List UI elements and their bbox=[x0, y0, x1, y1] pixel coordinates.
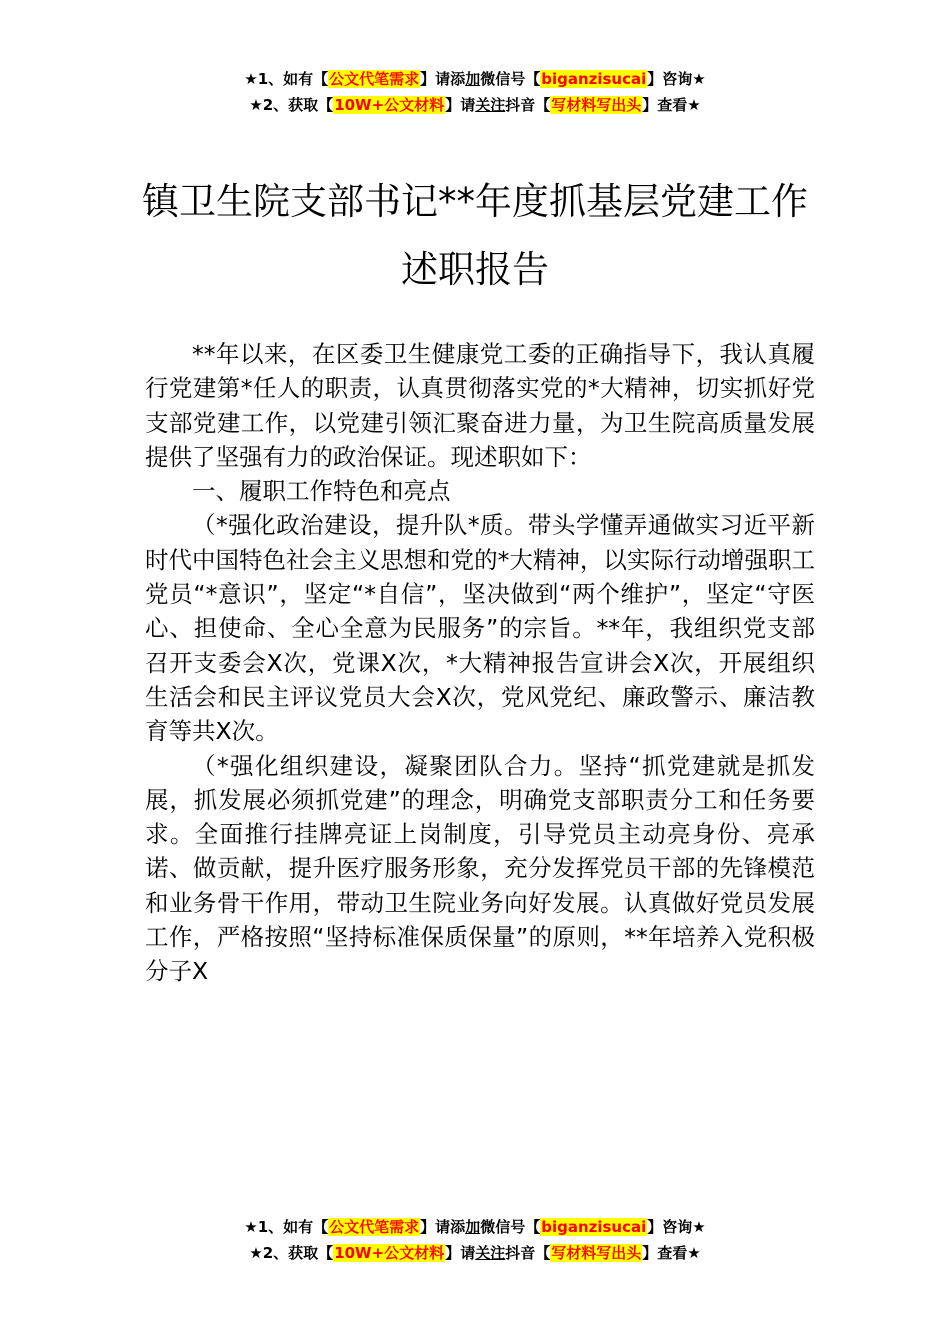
section-heading: 一、履职工作特色和亮点 bbox=[192, 477, 451, 506]
banner-highlight: 公文代笔需求 bbox=[329, 1218, 420, 1236]
banner-underline: 加 bbox=[465, 70, 481, 88]
paragraph: **年以来，在区委卫生健康党工委的正确指导下，我认真履行党建第*任人的职责，认真贯彻落实党的*大精神，切实抓好党支部党建工作，以党建引领汇聚奋进力量，为卫生院高质量发展提供了坚强有力的政治保证。现述职如下： bbox=[145, 340, 815, 471]
banner-line-1 bbox=[0, 1214, 950, 1240]
banner-text: 】请 bbox=[445, 1244, 476, 1262]
banner-text: 微信号【 bbox=[480, 1218, 541, 1236]
banner-highlight: 10W+公文材料 bbox=[334, 96, 445, 114]
banner-text: ★1、如有【 bbox=[244, 70, 329, 88]
banner-text: ★1、如有【 bbox=[244, 1218, 329, 1236]
header-banner bbox=[0, 66, 950, 118]
paragraph: （*强化政治建设，提升队*质。带头学懂弄通做实习近平新时代中国特色社会主义思想和党的*大精神，以实际行动增强职工党员“*意识”，坚定“*自信”，坚决做到“两个维护”，坚定“守医心、担使命、全心全意为民服务”的宗旨。**年，我组织党支部召开支委会X次，党课X次，*大精神报告宣讲会X次，开展组织生活会和民主评议党员大会X次，党风党纪、廉政警示、廉洁教育等共X次。 bbox=[145, 511, 815, 746]
banner-highlight: biganzisucai bbox=[541, 70, 647, 88]
footer-banner bbox=[0, 1214, 950, 1266]
banner-highlight: 写材料写出头 bbox=[551, 1244, 642, 1262]
banner-line-2 bbox=[0, 92, 950, 118]
document-title-line-2: 述职报告 bbox=[401, 248, 549, 291]
banner-text: 】咨询★ bbox=[647, 70, 706, 88]
banner-underline: 关注 bbox=[475, 1244, 506, 1262]
banner-text: 】请添 bbox=[420, 1218, 466, 1236]
document-title-line-1: 镇卫生院支部书记**年度抓基层党建工作 bbox=[142, 180, 808, 223]
banner-text: 】请添 bbox=[420, 70, 466, 88]
banner-underline: 关注 bbox=[475, 96, 506, 114]
document-body bbox=[145, 337, 815, 989]
banner-text: 抖音【 bbox=[505, 96, 551, 114]
banner-line-1 bbox=[0, 66, 950, 92]
banner-text: 微信号【 bbox=[480, 70, 541, 88]
banner-text: 抖音【 bbox=[505, 1244, 551, 1262]
banner-underline: 加 bbox=[465, 1218, 481, 1236]
banner-highlight: biganzisucai bbox=[541, 1218, 647, 1236]
banner-text: 】查看★ bbox=[642, 1244, 701, 1262]
paragraph: （*强化组织建设，凝聚团队合力。坚持“抓党建就是抓发展，抓发展必须抓党建”的理念，明确党支部职责分工和任务要求。全面推行挂牌亮证上岗制度，引导党员主动亮身份、亮承诺、做贡献，提升医疗服务形象，充分发挥党员干部的先锋模范和业务骨干作用，带动卫生院业务向好发展。认真做好党员发展工作，严格按照“坚持标准保质保量”的原则，**年培养入党积极分子X bbox=[145, 751, 815, 986]
banner-highlight: 公文代笔需求 bbox=[329, 70, 420, 88]
banner-text: 】查看★ bbox=[642, 96, 701, 114]
banner-line-2 bbox=[0, 1240, 950, 1266]
banner-text: 】请 bbox=[445, 96, 476, 114]
banner-highlight: 写材料写出头 bbox=[551, 96, 642, 114]
banner-highlight: 10W+公文材料 bbox=[334, 1244, 445, 1262]
banner-text: ★2、获取【 bbox=[249, 96, 334, 114]
banner-text: 】咨询★ bbox=[647, 1218, 706, 1236]
banner-text: ★2、获取【 bbox=[249, 1244, 334, 1262]
